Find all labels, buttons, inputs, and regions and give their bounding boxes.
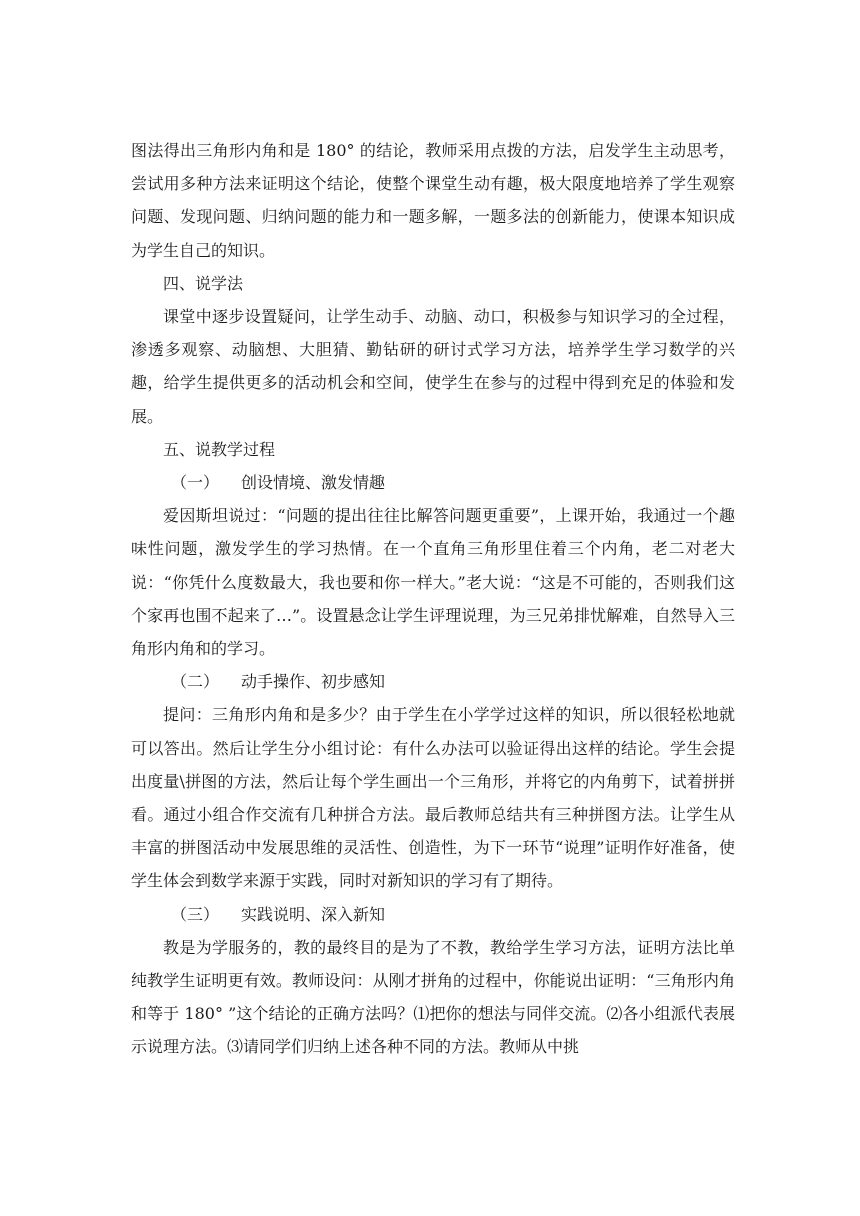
subheading-step-1 xyxy=(131,466,735,499)
subheading-step-2 xyxy=(131,665,735,698)
step-2-number: （二） xyxy=(171,672,220,692)
paragraph-step-1: 爱因斯坦说过：“问题的提出往往比解答问题更重要”，上课开始，我通过一个趣味性问题，激发学生的学习热情。在一个直角三角形里住着三个内角，老二对老大说：“你凭什么度数最大，我也要和你一样大。”老大说：“这是不可能的，否则我们这个家再也围不起来了…”。设置悬念让学生评理说理，为三兄弟排忧解难，自然导入三角形内角和的学习。 xyxy=(131,506,735,659)
step-1-number: （一） xyxy=(171,473,220,493)
paragraph-continued: 图法得出三角形内角和是 180° 的结论，教师采用点拨的方法，启发学生主动思考，尝试用多种方法来证明这个结论，使整个课堂生动有趣，极大限度地培养了学生观察问题、发现问题、归纳问题的能力和一题多解，一题多法的创新能力，使课本知识成为学生自己的知识。 xyxy=(131,141,735,260)
section-heading-learning-method: 四、说学法 xyxy=(163,273,244,293)
subheading-step-3 xyxy=(131,898,735,931)
step-1-title: 创设情境、激发情趣 xyxy=(241,473,386,493)
step-2-title: 动手操作、初步感知 xyxy=(241,672,386,692)
step-3-number: （三） xyxy=(171,904,220,924)
step-3-title: 实践说明、深入新知 xyxy=(241,904,386,924)
document-body xyxy=(131,134,735,1064)
section-heading-teaching-process: 五、说教学过程 xyxy=(163,439,276,459)
paragraph-learning-method: 课堂中逐步设置疑问，让学生动手、动脑、动口，积极参与知识学习的全过程，渗透多观察、动脑想、大胆猜、勤钻研的研讨式学习方法，培养学生学习数学的兴趣，给学生提供更多的活动机会和空间，使学生在参与的过程中得到充足的体验和发展。 xyxy=(131,307,735,426)
paragraph-step-3: 教是为学服务的，教的最终目的是为了不教，教给学生学习方法，证明方法比单纯教学生证明更有效。教师设问：从刚才拼角的过程中，你能说出证明：“三角形内角和等于 180° ”这个结论的正确方法吗？⑴把你的想法与同伴交流。⑵各小组派代表展示说理方法。⑶请同学们归纳上述各种不同的方法。教师从中挑 xyxy=(131,937,735,1057)
paragraph-step-2: 提问：三角形内角和是多少？由于学生在小学学过这样的知识，所以很轻松地就可以答出。然后让学生分小组讨论：有什么办法可以验证得出这样的结论。学生会提出度量\拼图的方法，然后让每个学生画出一个三角形，并将它的内角剪下，试着拼拼看。通过小组合作交流有几种拼合方法。最后教师总结共有三种拼图方法。让学生从丰富的拼图活动中发展思维的灵活性、创造性，为下一环节“说理”证明作好准备，使学生体会到数学来源于实践，同时对新知识的学习有了期待。 xyxy=(131,705,735,891)
